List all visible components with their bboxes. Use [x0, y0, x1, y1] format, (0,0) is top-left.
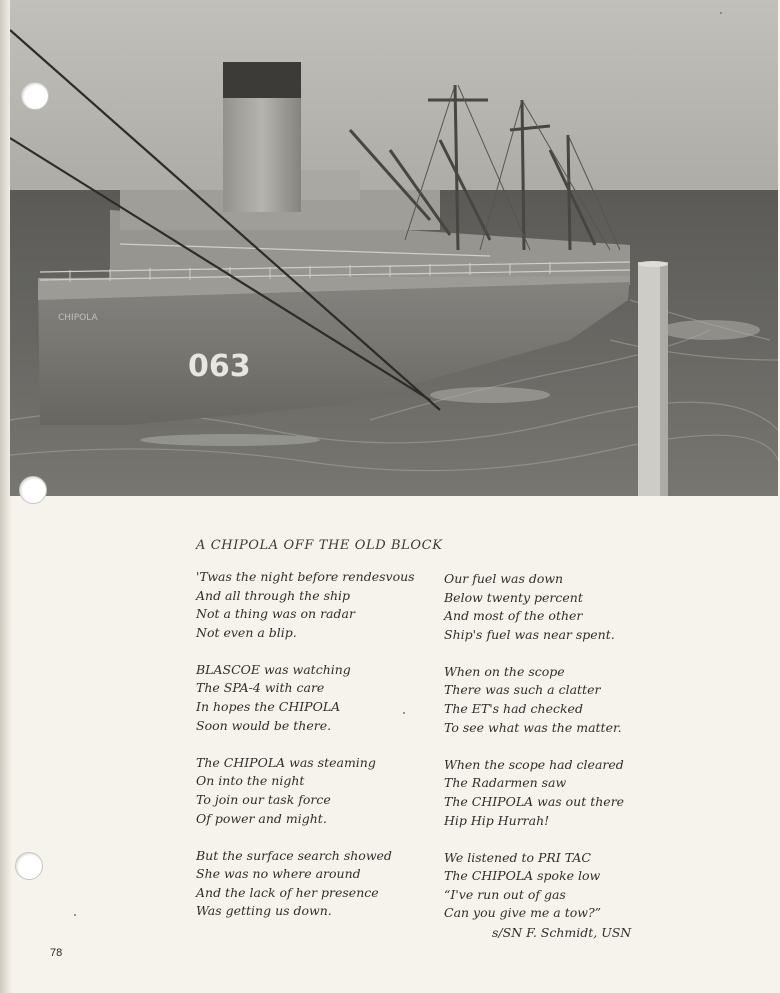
poem-line: Can you give me a tow?”	[444, 905, 602, 921]
poem-line: 'Twas the night before rendesvous	[196, 569, 415, 584]
binder-hole-bottom	[15, 852, 43, 880]
poem-line: “I've run out of gas	[444, 886, 566, 902]
poem-line: When on the scope	[444, 663, 565, 679]
stanza	[196, 661, 426, 735]
paper-speck	[403, 712, 405, 714]
stanza	[444, 849, 684, 943]
hull-name-text: CHIPOLA	[58, 313, 98, 323]
poem-line: BLASCOE was watching	[196, 661, 351, 677]
poem-line: Our fuel was down	[444, 571, 564, 586]
hull-number-text: 063	[188, 349, 251, 384]
poem-line: Not a thing was on radar	[196, 606, 355, 622]
poem-line: The ET's had checked	[444, 701, 583, 717]
poem-line: When the scope had cleared	[444, 756, 624, 772]
poem-line: Of power and might.	[196, 810, 327, 826]
poem-line: But the surface search showed	[196, 847, 392, 863]
poem-line: There was such a clatter	[444, 682, 601, 698]
poem-left-column	[196, 568, 426, 940]
poem-line: She was no where around	[196, 866, 361, 882]
poem-line: To see what was the matter.	[444, 719, 622, 735]
binder-hole-middle	[19, 476, 47, 504]
poem-line: Not even a blip.	[196, 624, 297, 640]
poem-line: The CHIPOLA was steaming	[196, 754, 376, 770]
poem-line: Soon would be there.	[196, 717, 332, 733]
poem-line: In hopes the CHIPOLA	[196, 699, 341, 715]
stanza	[444, 756, 684, 830]
page-number: 78	[50, 947, 63, 959]
poem-title: A CHIPOLA OFF THE OLD BLOCK	[196, 538, 443, 553]
poem-line: And all through the ship	[196, 587, 351, 603]
poem-line: The SPA-4 with care	[196, 680, 325, 696]
binder-hole-top	[21, 82, 49, 110]
ship-photo	[10, 0, 778, 496]
stanza	[444, 663, 684, 737]
stanza	[444, 570, 684, 644]
poem-signature: s/SN F. Schmidt, USN	[492, 925, 632, 940]
poem-line: We listened to PRI TAC	[444, 849, 591, 865]
poem-line: And the lack of her presence	[196, 884, 379, 900]
stanza	[196, 754, 426, 828]
poem-line: Was getting us down.	[196, 903, 332, 919]
poem-line: Ship's fuel was near spent.	[444, 626, 615, 642]
poem-line: And most of the other	[444, 608, 583, 624]
stanza	[196, 847, 426, 921]
stanza	[196, 568, 426, 642]
poem-line: To join our task force	[196, 791, 331, 807]
paper-speck	[74, 914, 76, 916]
poem-line: Hip Hip Hurrah!	[444, 812, 550, 828]
poem-right-column	[444, 570, 684, 943]
poem-line: The CHIPOLA spoke low	[444, 868, 601, 884]
paper-speck	[720, 12, 722, 14]
poem-line: Below twenty percent	[444, 589, 583, 605]
poem-line: The Radarmen saw	[444, 775, 567, 791]
poem-line: On into the night	[196, 773, 305, 789]
poem-line: The CHIPOLA was out there	[444, 793, 625, 809]
ship-photo-drawing	[10, 0, 778, 496]
